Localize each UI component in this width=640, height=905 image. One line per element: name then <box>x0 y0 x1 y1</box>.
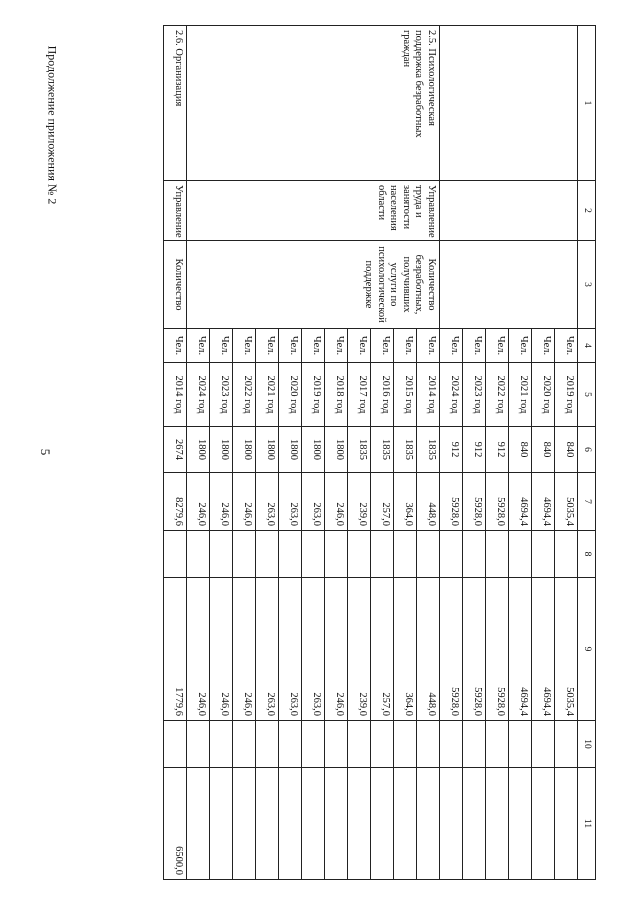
col8-cell <box>210 531 233 578</box>
col10-cell <box>417 721 440 768</box>
total-cell: 364,0 <box>394 473 417 531</box>
total-cell: 246,0 <box>187 473 210 531</box>
column-number-10: 10 <box>578 721 596 768</box>
count-cell: 1835 <box>417 427 440 473</box>
year-cell: 2023 год <box>210 363 233 427</box>
column-number-1: 1 <box>578 26 596 181</box>
col10-cell <box>164 721 187 768</box>
col9-cell: 4694,4 <box>509 578 532 721</box>
col11-cell: 6500,0 <box>164 768 187 880</box>
col8-cell <box>164 531 187 578</box>
table-row <box>417 26 440 880</box>
unit-cell: Чел. <box>417 329 440 363</box>
year-cell: 2018 год <box>325 363 348 427</box>
unit-cell: Чел. <box>394 329 417 363</box>
col10-cell <box>325 721 348 768</box>
col9-cell: 257,0 <box>371 578 394 721</box>
page-number: 5 <box>38 448 53 456</box>
column-number-8: 8 <box>578 531 596 578</box>
unit-cell: Чел. <box>233 329 256 363</box>
total-cell: 5928,0 <box>486 473 509 531</box>
col9-cell: 246,0 <box>187 578 210 721</box>
column-number-7: 7 <box>578 473 596 531</box>
table-row <box>555 26 578 880</box>
rotated-table-container <box>82 25 596 875</box>
total-cell: 4694,4 <box>509 473 532 531</box>
count-cell: 1800 <box>210 427 233 473</box>
unit-cell: Чел. <box>463 329 486 363</box>
col8-cell <box>509 531 532 578</box>
col8-cell <box>325 531 348 578</box>
col11-cell <box>417 768 440 880</box>
col10-cell <box>486 721 509 768</box>
col9-cell: 5928,0 <box>440 578 463 721</box>
total-cell: 246,0 <box>210 473 233 531</box>
total-cell: 257,0 <box>371 473 394 531</box>
col8-cell <box>348 531 371 578</box>
col9-cell: 263,0 <box>302 578 325 721</box>
year-cell: 2017 год <box>348 363 371 427</box>
total-cell: 239,0 <box>348 473 371 531</box>
year-cell: 2016 год <box>371 363 394 427</box>
col8-cell <box>486 531 509 578</box>
count-cell: 840 <box>532 427 555 473</box>
col11-cell <box>210 768 233 880</box>
count-cell: 1800 <box>233 427 256 473</box>
unit-cell: Чел. <box>486 329 509 363</box>
col10-cell <box>509 721 532 768</box>
unit-cell: Чел. <box>555 329 578 363</box>
col11-cell <box>348 768 371 880</box>
year-cell: 2020 год <box>279 363 302 427</box>
col11-cell <box>302 768 325 880</box>
total-cell: 263,0 <box>256 473 279 531</box>
year-cell: 2019 год <box>302 363 325 427</box>
col9-cell: 4694,4 <box>532 578 555 721</box>
unit-cell: Чел. <box>279 329 302 363</box>
count-cell: 840 <box>509 427 532 473</box>
column-number-9: 9 <box>578 578 596 721</box>
col9-cell: 5035,4 <box>555 578 578 721</box>
col10-cell <box>348 721 371 768</box>
col9-cell: 239,0 <box>348 578 371 721</box>
year-cell: 2015 год <box>394 363 417 427</box>
col11-cell <box>509 768 532 880</box>
indicator-name-cell <box>440 26 578 181</box>
indicator-name-cell: 2.5. Психологическая поддержка безработных граждан <box>187 26 440 181</box>
col8-cell <box>233 531 256 578</box>
col10-cell <box>394 721 417 768</box>
col11-cell <box>187 768 210 880</box>
col10-cell <box>371 721 394 768</box>
col8-cell <box>279 531 302 578</box>
col8-cell <box>555 531 578 578</box>
count-cell: 1800 <box>187 427 210 473</box>
col11-cell <box>440 768 463 880</box>
total-cell: 5928,0 <box>440 473 463 531</box>
count-cell: 1800 <box>279 427 302 473</box>
column-number-11: 11 <box>578 768 596 880</box>
unit-cell: Чел. <box>532 329 555 363</box>
count-cell: 1835 <box>394 427 417 473</box>
col8-cell <box>532 531 555 578</box>
year-cell: 2020 год <box>532 363 555 427</box>
count-cell: 840 <box>555 427 578 473</box>
header-row <box>578 26 596 880</box>
year-cell: 2023 год <box>463 363 486 427</box>
unit-cell: Чел. <box>325 329 348 363</box>
total-cell: 263,0 <box>279 473 302 531</box>
unit-cell: Чел. <box>371 329 394 363</box>
col10-cell <box>256 721 279 768</box>
measure-cell: Количество безработных, получивших услуги по психологической поддержке <box>187 241 440 329</box>
column-number-2: 2 <box>578 181 596 241</box>
total-cell: 448,0 <box>417 473 440 531</box>
appendix-label: Продолжение приложения № 2 <box>45 45 60 205</box>
responsible-cell: Управление <box>164 181 187 241</box>
year-cell: 2021 год <box>509 363 532 427</box>
count-cell: 1800 <box>302 427 325 473</box>
col11-cell <box>486 768 509 880</box>
col10-cell <box>233 721 256 768</box>
measure-cell <box>440 241 578 329</box>
total-cell: 8279,6 <box>164 473 187 531</box>
year-cell: 2014 год <box>417 363 440 427</box>
col11-cell <box>371 768 394 880</box>
col9-cell: 246,0 <box>233 578 256 721</box>
col11-cell <box>532 768 555 880</box>
total-cell: 246,0 <box>233 473 256 531</box>
count-cell: 912 <box>463 427 486 473</box>
unit-cell: Чел. <box>187 329 210 363</box>
col9-cell: 246,0 <box>325 578 348 721</box>
col10-cell <box>532 721 555 768</box>
year-cell: 2022 год <box>233 363 256 427</box>
col10-cell <box>463 721 486 768</box>
count-cell: 1800 <box>325 427 348 473</box>
col8-cell <box>256 531 279 578</box>
col9-cell: 364,0 <box>394 578 417 721</box>
unit-cell: Чел. <box>256 329 279 363</box>
unit-cell: Чел. <box>348 329 371 363</box>
col11-cell <box>463 768 486 880</box>
col9-cell: 448,0 <box>417 578 440 721</box>
year-cell: 2021 год <box>256 363 279 427</box>
col8-cell <box>302 531 325 578</box>
col11-cell <box>555 768 578 880</box>
responsible-cell <box>440 181 578 241</box>
col9-cell: 263,0 <box>256 578 279 721</box>
total-cell: 4694,4 <box>532 473 555 531</box>
year-cell: 2014 год <box>164 363 187 427</box>
column-number-6: 6 <box>578 427 596 473</box>
col9-cell: 263,0 <box>279 578 302 721</box>
measure-cell: Количество <box>164 241 187 329</box>
appendix-table <box>163 25 596 880</box>
count-cell: 912 <box>440 427 463 473</box>
col10-cell <box>555 721 578 768</box>
col8-cell <box>371 531 394 578</box>
col11-cell <box>279 768 302 880</box>
count-cell: 1835 <box>371 427 394 473</box>
total-cell: 5928,0 <box>463 473 486 531</box>
col8-cell <box>187 531 210 578</box>
col10-cell <box>279 721 302 768</box>
total-cell: 5035,4 <box>555 473 578 531</box>
year-cell: 2024 год <box>187 363 210 427</box>
col10-cell <box>187 721 210 768</box>
col8-cell <box>417 531 440 578</box>
year-cell: 2022 год <box>486 363 509 427</box>
indicator-name-cell: 2.6. Организация <box>164 26 187 181</box>
count-cell: 2674 <box>164 427 187 473</box>
table-row <box>164 26 187 880</box>
col11-cell <box>394 768 417 880</box>
col9-cell: 246,0 <box>210 578 233 721</box>
count-cell: 1835 <box>348 427 371 473</box>
unit-cell: Чел. <box>164 329 187 363</box>
count-cell: 912 <box>486 427 509 473</box>
unit-cell: Чел. <box>210 329 233 363</box>
unit-cell: Чел. <box>509 329 532 363</box>
column-number-4: 4 <box>578 329 596 363</box>
col10-cell <box>440 721 463 768</box>
col11-cell <box>233 768 256 880</box>
col10-cell <box>302 721 325 768</box>
unit-cell: Чел. <box>302 329 325 363</box>
total-cell: 263,0 <box>302 473 325 531</box>
total-cell: 246,0 <box>325 473 348 531</box>
year-cell: 2019 год <box>555 363 578 427</box>
column-number-5: 5 <box>578 363 596 427</box>
col9-cell: 1779,6 <box>164 578 187 721</box>
col8-cell <box>394 531 417 578</box>
count-cell: 1800 <box>256 427 279 473</box>
col11-cell <box>256 768 279 880</box>
year-cell: 2024 год <box>440 363 463 427</box>
col9-cell: 5928,0 <box>486 578 509 721</box>
col10-cell <box>210 721 233 768</box>
col9-cell: 5928,0 <box>463 578 486 721</box>
unit-cell: Чел. <box>440 329 463 363</box>
responsible-cell: Управление труда и занятости населения области <box>187 181 440 241</box>
column-number-3: 3 <box>578 241 596 329</box>
col11-cell <box>325 768 348 880</box>
col8-cell <box>440 531 463 578</box>
col8-cell <box>463 531 486 578</box>
